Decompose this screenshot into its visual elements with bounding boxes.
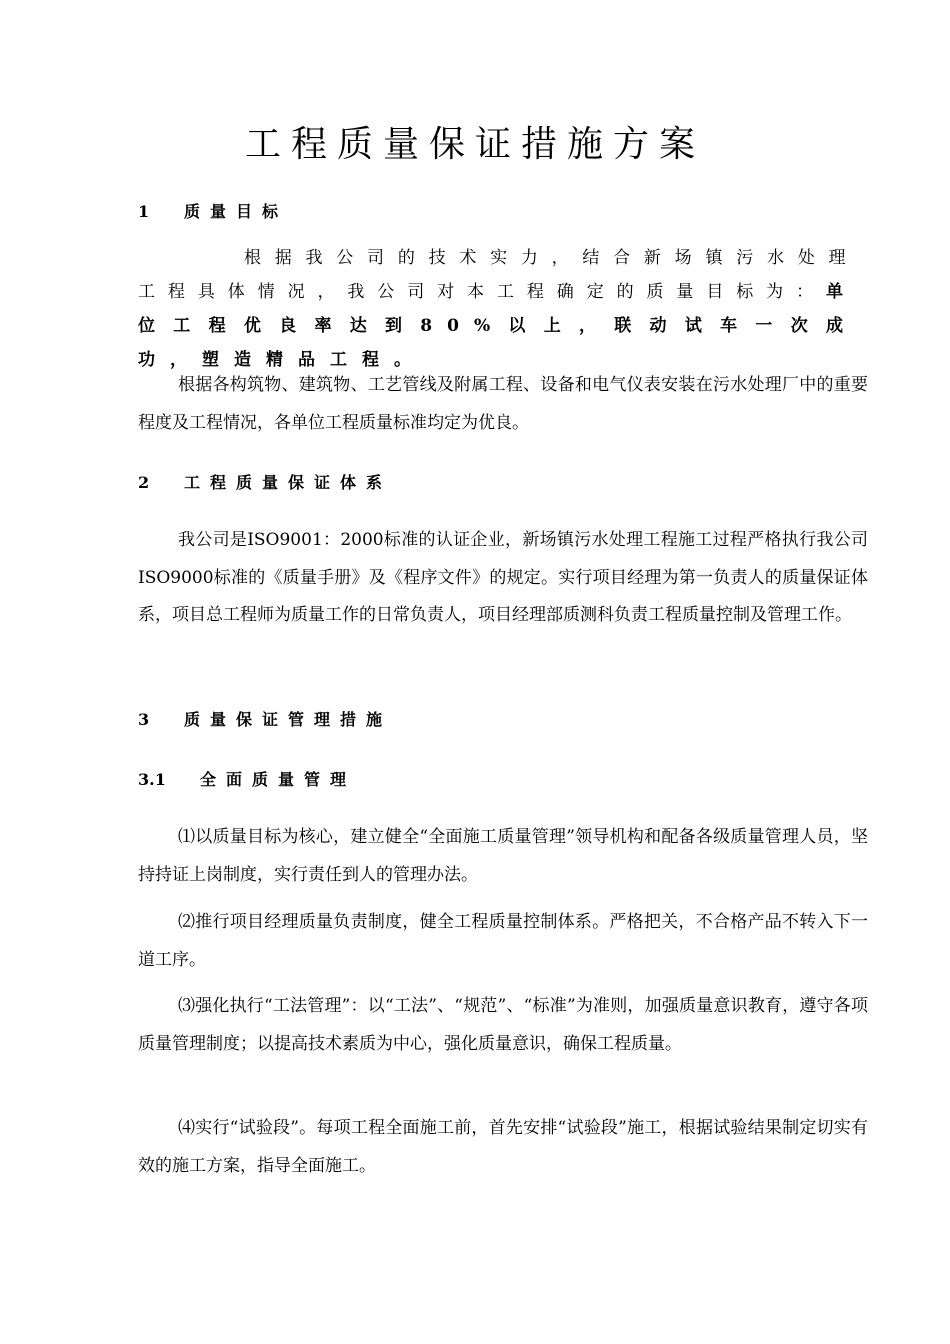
list-item-1: ⑴以质量目标为核心，建立健全“全面施工质量管理”领导机构和配备各级质量管理人员，坚持持证上岗制度，实行责任到人的管理办法。 (138, 827, 868, 885)
section-number: 3.1 (138, 770, 166, 789)
goal-text-bold: 单位工程优良率达到80%以上，联动试车一次成功，塑造精品工程。 (138, 282, 858, 370)
section-number: 1 (138, 202, 150, 221)
section-1-heading (138, 199, 288, 222)
list-item-3: ⑶强化执行“工法管理”：以“工法”、“规范”、“标准”为准则，加强质量意识教育，遵守各项质量管理制度；以提高技术素质为中心，强化质量意识，确保工程质量。 (138, 996, 868, 1054)
goal-text: 根据我公司的技术实力，结合新场镇污水处理工程具体情况，我公司对本工程确定的质量目标为： (138, 248, 858, 302)
section-title: 工程质量保证体系 (184, 473, 393, 492)
section-1-goal-paragraph (138, 241, 858, 377)
list-item-2: ⑵推行项目经理质量负责制度，健全工程质量控制体系。严格把关，不合格产品不转入下一道工序。 (138, 912, 868, 970)
section-2-paragraph: 我公司是ISO9001：2000标准的认证企业，新场镇污水处理工程施工过程严格执行我公司ISO9000标准的《质量手册》及《程序文件》的规定。实行项目经理为第一负责人的质量保证体系，项目总工程师为质量工作的日常负责人，项目经理部质测科负责工程质量控制及管理工作。 (138, 530, 868, 625)
document-title: 工程质量保证措施方案 (244, 124, 705, 165)
section-number: 3 (138, 710, 150, 729)
section-title: 质量目标 (184, 202, 289, 221)
section-2-heading (138, 470, 392, 493)
section-number: 2 (138, 473, 150, 492)
section-1-paragraph-2: 根据各构筑物、建筑物、工艺管线及附属工程、设备和电气仪表安装在污水处理厂中的重要程度及工程情况，各单位工程质量标准均定为优良。 (138, 375, 868, 433)
section-title: 质量保证管理措施 (184, 710, 393, 729)
list-item-4: ⑷实行“试验段”。每项工程全面施工前，首先安排“试验段”施工，根据试验结果制定切实有效的施工方案，指导全面施工。 (138, 1118, 868, 1176)
section-3-1-heading (138, 767, 356, 790)
section-title: 全面质量管理 (200, 770, 357, 789)
section-3-heading (138, 707, 392, 730)
